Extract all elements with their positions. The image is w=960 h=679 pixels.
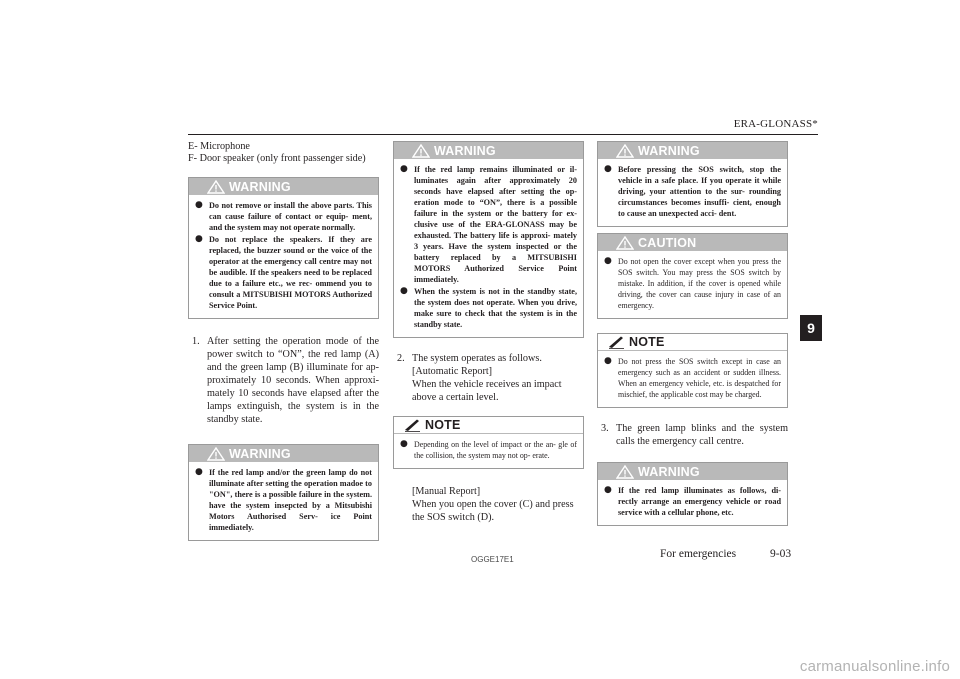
bullet-icon: ● bbox=[604, 256, 612, 266]
footer-section-title: For emergencies bbox=[660, 548, 737, 560]
step-text: The green lamp blinks and the system calls the emergency call centre. bbox=[616, 423, 788, 447]
step-1 bbox=[188, 335, 379, 426]
warning-box-header bbox=[394, 142, 583, 159]
warning-item: ● If the red lamp remains illuminated or il- luminates again after approximately 20 seconds have elapsed after setting the op- eration mode to “ON”, there is a possible failure in the system or the battery for ex- clusive use of the ERA-GLONASS may be exhausted. The battery life is approxi- mately 3 years. Have the system inspected or the battery replaced by a MITSUBISHI MOTORS Authorized Service Point immediately. bbox=[400, 164, 577, 284]
column-2 bbox=[393, 141, 584, 524]
warning-item: ● Do not replace the speakers. If they are replaced, the buzzer sound or the voice of the operator at the emergency call centre may not be audible. If the speakers need to be replaced due to a failure etc., we rec- ommend you to consult a MITSUBISHI MOTORS Authorized Service Point. bbox=[195, 234, 372, 310]
warning-triangle-icon bbox=[412, 144, 430, 158]
manual-report-heading: [Manual Report] bbox=[412, 486, 481, 497]
warning-box-header bbox=[598, 142, 787, 159]
footer-page-number: 9-03 bbox=[770, 548, 792, 560]
legend-line-e: E- Microphone bbox=[188, 141, 250, 152]
step-number: 3. bbox=[601, 423, 609, 434]
warning-box-header bbox=[598, 463, 787, 480]
note-pencil-icon bbox=[608, 336, 625, 349]
warning-title: WARNING bbox=[229, 179, 291, 194]
warning-title: WARNING bbox=[638, 464, 700, 479]
warning-item: ● If the red lamp illuminates as follows, di- rectly arrange an emergency vehicle or road service with a cellular phone, etc. bbox=[604, 485, 781, 517]
warning-title: WARNING bbox=[229, 446, 291, 461]
step-3 bbox=[597, 422, 788, 448]
step-text: After setting the operation mode of the power switch to “ON”, the red lamp (A) and the green lamp (B) illuminate for ap- proximately 10 seconds. When approxi- mately 10 seconds have elapsed after the lamps extinguish, the system is in the standby state. bbox=[207, 336, 379, 425]
step-number: 2. bbox=[397, 353, 405, 364]
note-box-header bbox=[394, 417, 583, 434]
note-box-header bbox=[598, 334, 787, 351]
warning-title: WARNING bbox=[434, 143, 496, 158]
warning-box bbox=[188, 444, 379, 541]
caution-title: CAUTION bbox=[638, 235, 697, 250]
bullet-icon: ● bbox=[604, 356, 612, 366]
footer-code: OGGE17E1 bbox=[471, 555, 514, 564]
bullet-icon: ● bbox=[604, 164, 612, 174]
warning-box-header bbox=[189, 178, 378, 195]
note-item: ● Depending on the level of impact or the an- gle of the collision, the system may not op- erate. bbox=[400, 439, 577, 460]
step-text: The system operates as follows. bbox=[412, 353, 542, 364]
warning-box bbox=[188, 177, 379, 319]
header-rule bbox=[188, 134, 818, 135]
warning-item: ● Before pressing the SOS switch, stop the vehicle in a safe place. If you operate it while driving, your attention to the sur- rounding circumstances becomes insuffi- cient, enough to cause an unexpected acci- dent. bbox=[604, 164, 781, 218]
note-item: ● Do not press the SOS switch except in case an emergency such as an accident or sudden illness. When an emergency vehicle, etc. is despatched for mischief, the applicable cost may be charged. bbox=[604, 356, 781, 399]
manual-report-text: When you open the cover (C) and press the SOS switch (D). bbox=[412, 499, 574, 523]
warning-box-header bbox=[189, 445, 378, 462]
chapter-tab: 9 bbox=[800, 315, 822, 341]
warning-triangle-icon bbox=[207, 447, 225, 461]
caution-triangle-icon bbox=[616, 236, 634, 250]
bullet-icon: ● bbox=[400, 439, 408, 449]
caution-item: ● Do not open the cover except when you press the SOS switch. You may press the SOS switch by mistake. In addition, if the cover is opened while driving, the cover can cause injury in case of an emergency. bbox=[604, 256, 781, 310]
step-number: 1. bbox=[192, 336, 200, 347]
legend-line-f: F- Door speaker (only front passenger side) bbox=[188, 153, 366, 164]
warning-triangle-icon bbox=[616, 144, 634, 158]
caution-box bbox=[597, 233, 788, 319]
column-3 bbox=[597, 141, 788, 526]
warning-box bbox=[597, 141, 788, 227]
note-box bbox=[597, 333, 788, 408]
note-title: NOTE bbox=[425, 418, 461, 432]
bullet-icon: ● bbox=[195, 200, 203, 210]
bullet-icon: ● bbox=[195, 467, 203, 477]
warning-box bbox=[597, 462, 788, 526]
warning-title: WARNING bbox=[638, 143, 700, 158]
note-box bbox=[393, 416, 584, 469]
note-title: NOTE bbox=[629, 335, 665, 349]
warning-item: ● When the system is not in the standby state, the system does not operate. When you drive, make sure to check that the system is in the standby state. bbox=[400, 286, 577, 329]
bullet-icon: ● bbox=[604, 485, 612, 495]
warning-item: ● If the red lamp and/or the green lamp do not illuminate after setting the operation madoe to "ON", there is a possible failure in the system. have the system insepcted by a Mitsubishi Motors Authorised Serv- ice Point immediately. bbox=[195, 467, 372, 532]
bullet-icon: ● bbox=[400, 164, 408, 174]
caution-box-header bbox=[598, 234, 787, 251]
watermark: carmanualsonline.info bbox=[799, 658, 950, 675]
bullet-icon: ● bbox=[400, 286, 408, 296]
warning-item: ● Do not remove or install the above parts. This can cause failure of contact or equip- ment, and the system may not operate normally. bbox=[195, 200, 372, 232]
warning-triangle-icon bbox=[616, 465, 634, 479]
note-pencil-icon bbox=[404, 419, 421, 432]
bullet-icon: ● bbox=[195, 234, 203, 244]
warning-triangle-icon bbox=[207, 180, 225, 194]
page-header-title: ERA-GLONASS* bbox=[733, 118, 818, 130]
column-1 bbox=[188, 141, 379, 541]
automatic-report-text: When the vehicle receives an impact above a certain level. bbox=[412, 379, 562, 403]
step-2 bbox=[393, 352, 584, 365]
automatic-report-heading: [Automatic Report] bbox=[412, 366, 493, 377]
warning-box bbox=[393, 141, 584, 338]
